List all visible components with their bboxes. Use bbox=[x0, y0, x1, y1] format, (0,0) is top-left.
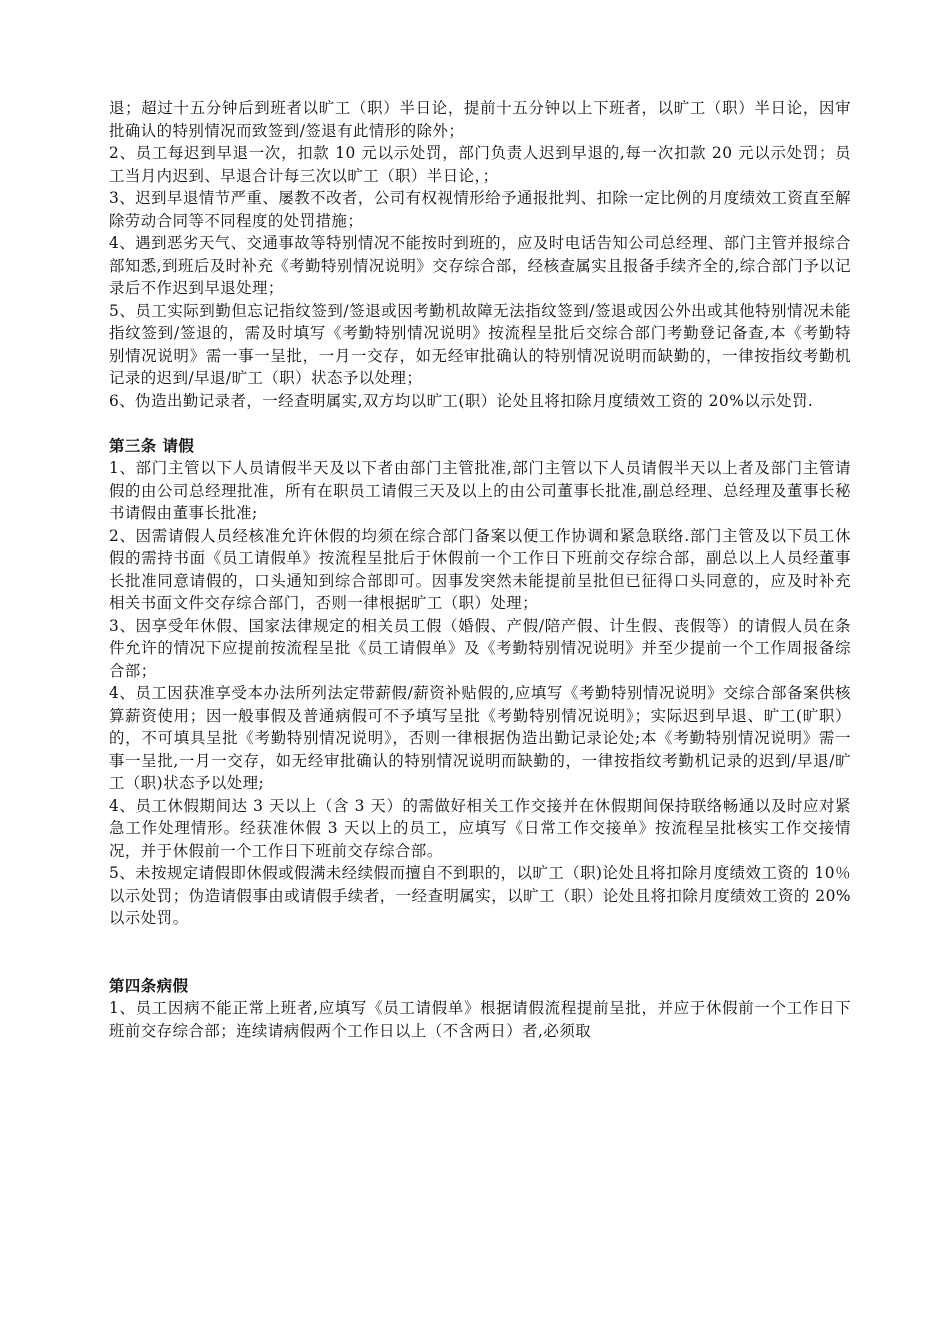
paragraph-bad-weather: 4、遇到恶劣天气、交通事故等特别情况不能按时到班的，应及时电话告知公司总经理、部门主管并报综合部知悉,到班后及时补充《考勤特别情况说明》交存综合部，经核查属实且报备手续齐全的,综合部门予以记录后不作迟到早退处理； bbox=[109, 234, 851, 297]
paragraph-unauthorized-leave: 5、未按规定请假即休假或假满未经续假而擅自不到职的，以旷工（职)论处且将扣除月度绩效工资的 10％以示处罚；伪造请假事由或请假手续者，一经查明属实，以旷工（职）论处且将扣除月度绩效工资的 20%以示处罚。 bbox=[109, 864, 851, 927]
paragraph-forged-record: 6、伪造出勤记录者，一经查明属实,双方均以旷工(职）论处且将扣除月度绩效工资的 20%以示处罚. bbox=[109, 391, 814, 410]
paragraph-late-rule-tail: 退；超过十五分钟后到班者以旷工（职）半日论，提前十五分钟以上下班者，以旷工（职）半日论，因审批确认的特别情况而致签到/签退有此情形的除外； bbox=[109, 99, 851, 140]
paragraph-leave-filing: 2、因需请假人员经核准允许休假的均须在综合部门备案以便工作协调和紧急联络.部门主管及以下员工休假的需持书面《员工请假单》按流程呈批后于休假前一个工作日下班前交存综合部，副总以上人员经董事长批准同意请假的，口头通知到综合部即可。因事发突然未能提前呈批但已征得口头同意的，应及时补充相关书面文件交存综合部门，否则一律根据旷工（职）处理； bbox=[109, 526, 851, 612]
paragraph-paid-leave: 4、员工因获准享受本办法所列法定带薪假/薪资补贴假的,应填写《考勤特别情况说明》交综合部备案供核算薪资使用；因一般事假及普通病假可不予填写呈批《考勤特别情况说明》；实际迟到早退、旷工(旷职）的，不可填具呈批《考勤特别情况说明》，否则一律根据伪造出勤记录论处;本《考勤特别情况说明》需一事一呈批,一月一交存，如无经审批确认的特别情况说明而缺勤的，一律按指纹考勤机记录的迟到/早退/旷工（职)状态予以处理; bbox=[109, 684, 851, 792]
section-heading-leave: 第三条 请假 bbox=[109, 436, 195, 455]
paragraph-late-penalty: 2、员工每迟到早退一次，扣款 10 元以示处罚，部门负责人迟到早退的,每一次扣款 20 元以示处罚；员工当月内迟到、早退合计每三次以旷工（职）半日论，； bbox=[109, 144, 851, 185]
paragraph-leave-approval: 1、部门主管以下人员请假半天及以下者由部门主管批准,部门主管以下人员请假半天以上者及部门主管请假的由公司总经理批准，所有在职员工请假三天及以上的由公司董事长批准,副总经理、总经理及董事长秘书请假由董事长批准; bbox=[109, 459, 851, 522]
paragraph-statutory-leave: 3、因享受年休假、国家法律规定的相关员工假（婚假、产假/陪产假、计生假、丧假等）的请假人员在条件允许的情况下应提前按流程呈批《员工请假单》及《考勤特别情况说明》并至少提前一个工作周报备综合部； bbox=[109, 616, 851, 680]
section-heading-sick-leave: 第四条病假 bbox=[109, 976, 189, 995]
paragraph-work-handover: 4、员工休假期间达 3 天以上（含 3 天）的需做好相关工作交接并在休假期间保持联络畅通以及时应对紧急工作处理情形。经获准休假 3 天以上的员工，应填写《日常工作交接单》按流程呈批核实工作交接情况，并于休假前一个工作日下班前交存综合部。 bbox=[109, 796, 851, 860]
document-page bbox=[109, 97, 851, 1042]
paragraph-serious-late: 3、迟到早退情节严重、屡教不改者，公司有权视情形给予通报批判、扣除一定比例的月度绩效工资直至解除劳动合同等不同程度的处罚措施； bbox=[109, 189, 851, 230]
paragraph-missed-fingerprint: 5、员工实际到勤但忘记指纹签到/签退或因考勤机故障无法指纹签到/签退或因公外出或其他特别情况未能指纹签到/签退的，需及时填写《考勤特别情况说明》按流程呈批后交综合部门考勤登记备查,本《考勤特别情况说明》需一事一呈批，一月一交存，如无经审批确认的特别情况说明而缺勤的，一律按指纹考勤机记录的迟到/早退/旷工（职）状态予以处理； bbox=[109, 301, 851, 387]
paragraph-sick-leave: 1、员工因病不能正常上班者,应填写《员工请假单》根据请假流程提前呈批，并应于休假前一个工作日下班前交存综合部；连续请病假两个工作日以上（不含两日）者,必须取 bbox=[109, 999, 851, 1040]
